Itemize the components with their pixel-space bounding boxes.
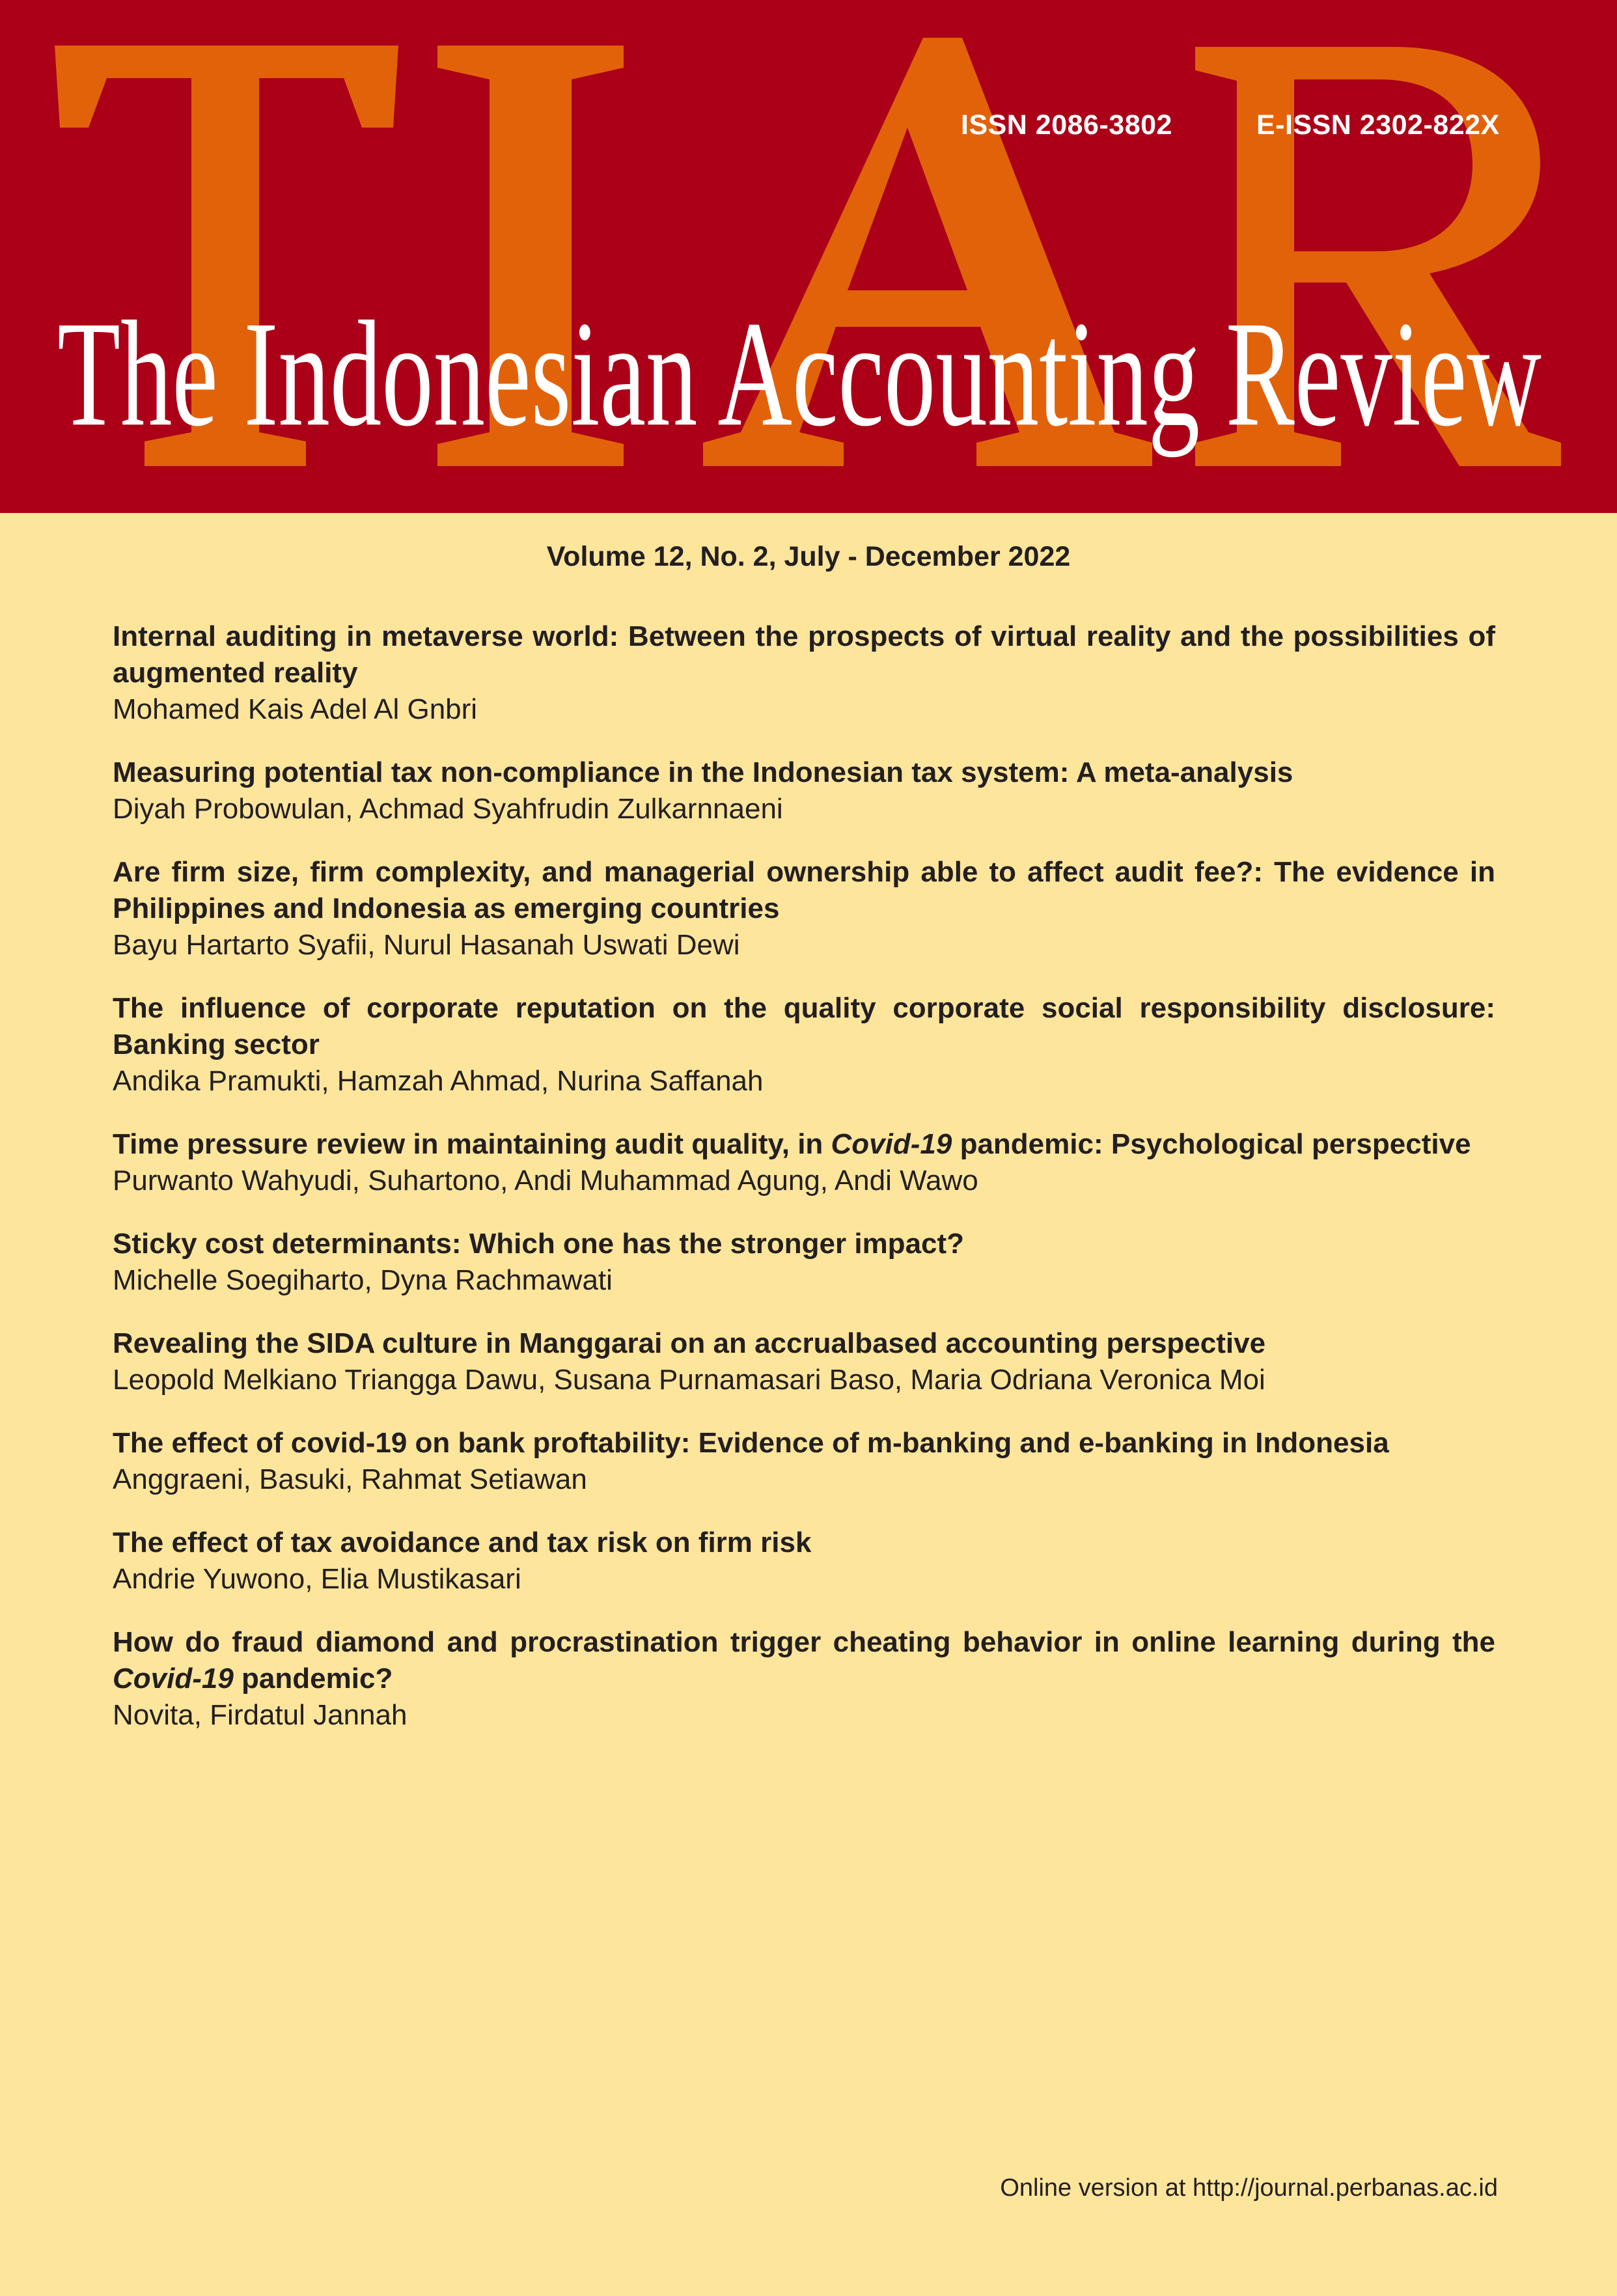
article-title-part: Sticky cost determinants: Which one has the stronger impact? bbox=[113, 1228, 965, 1260]
list-item bbox=[113, 1624, 1495, 1734]
article-title-part: How do fraud diamond and procrastination trigger cheating behavior in online learning during the bbox=[113, 1626, 1495, 1658]
journal-title bbox=[57, 228, 1617, 513]
article-title bbox=[113, 754, 1495, 791]
article-title-part: pandemic? bbox=[233, 1663, 393, 1694]
article-title bbox=[113, 1425, 1495, 1461]
article-authors: Diyah Probowulan, Achmad Syahfrudin Zulkarnnaeni bbox=[113, 793, 783, 825]
list-item bbox=[113, 1325, 1495, 1398]
list-item bbox=[113, 990, 1495, 1100]
article-title-part: Revealing the SIDA culture in Manggarai on an accrualbased accounting perspective bbox=[113, 1327, 1266, 1359]
online-version-note: Online version at http://journal.perbanas.ac.id bbox=[1000, 2174, 1498, 2202]
article-authors: Mohamed Kais Adel Al Gnbri bbox=[113, 693, 478, 725]
list-item bbox=[113, 1226, 1495, 1299]
article-title bbox=[113, 1226, 1495, 1262]
article-authors: Bayu Hartarto Syafii, Nurul Hasanah Uswati Dewi bbox=[113, 929, 740, 961]
article-title bbox=[113, 1624, 1495, 1697]
journal-title-text: The Indonesian Accounting Review bbox=[57, 290, 1541, 458]
article-title-part: Internal auditing in metaverse world: Between the prospects of virtual reality and the possibilities of augmented reality bbox=[113, 620, 1495, 689]
article-authors: Michelle Soegiharto, Dyna Rachmawati bbox=[113, 1264, 613, 1296]
article-title-part: Time pressure review in maintaining audit quality, in bbox=[113, 1128, 831, 1160]
list-item bbox=[113, 854, 1495, 963]
article-title-italic: Covid-19 bbox=[113, 1663, 234, 1694]
cover-header bbox=[0, 0, 1617, 513]
article-authors: Andika Pramukti, Hamzah Ahmad, Nurina Saffanah bbox=[113, 1065, 764, 1097]
table-of-contents bbox=[113, 618, 1495, 1760]
article-title-part: Are firm size, firm complexity, and managerial ownership able to affect audit fee?: The evidence in Philippines and Indonesia as emerging countries bbox=[113, 856, 1495, 924]
article-authors: Purwanto Wahyudi, Suhartono, Andi Muhammad Agung, Andi Wawo bbox=[113, 1165, 978, 1196]
article-title-part: The influence of corporate reputation on the quality corporate social responsibility disclosure: Banking sector bbox=[113, 992, 1495, 1060]
issn-online: E-ISSN 2302-822X bbox=[1256, 109, 1500, 141]
list-item bbox=[113, 1425, 1495, 1498]
article-authors: Andrie Yuwono, Elia Mustikasari bbox=[113, 1563, 521, 1595]
article-authors: Anggraeni, Basuki, Rahmat Setiawan bbox=[113, 1463, 587, 1495]
issn-print: ISSN 2086-3802 bbox=[961, 109, 1172, 141]
article-title bbox=[113, 1325, 1495, 1362]
article-title bbox=[113, 854, 1495, 927]
article-authors: Leopold Melkiano Triangga Dawu, Susana Purnamasari Baso, Maria Odriana Veronica Moi bbox=[113, 1364, 1265, 1396]
article-title-part: Measuring potential tax non-compliance in the Indonesian tax system: A meta-analysis bbox=[113, 756, 1293, 788]
article-title-part: The effect of covid-19 on bank proftability: Evidence of m-banking and e-banking in Indonesia bbox=[113, 1427, 1389, 1459]
list-item bbox=[113, 754, 1495, 827]
article-title-part: The effect of tax avoidance and tax risk on firm risk bbox=[113, 1527, 812, 1558]
article-title-part: pandemic: Psychological perspective bbox=[952, 1128, 1471, 1160]
list-item bbox=[113, 1126, 1495, 1199]
list-item bbox=[113, 618, 1495, 728]
article-title bbox=[113, 990, 1495, 1063]
article-title bbox=[113, 618, 1495, 691]
article-title bbox=[113, 1126, 1495, 1163]
article-authors: Novita, Firdatul Jannah bbox=[113, 1699, 408, 1731]
article-title-italic: Covid-19 bbox=[831, 1128, 952, 1160]
list-item bbox=[113, 1525, 1495, 1598]
article-title bbox=[113, 1525, 1495, 1561]
issue-volume-line: Volume 12, No. 2, July - December 2022 bbox=[546, 541, 1071, 572]
